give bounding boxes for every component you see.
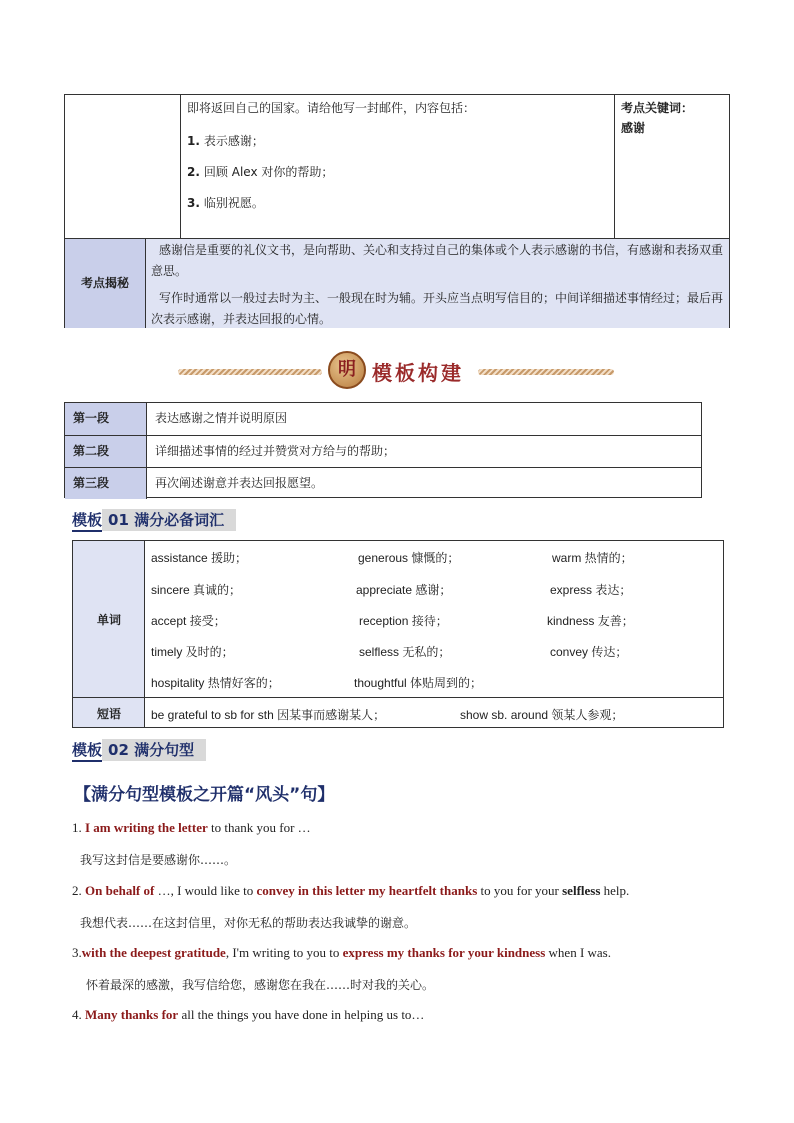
keyword-value: 感谢 (621, 121, 646, 135)
vocab-word: timely 及时的； (151, 645, 234, 659)
reveal-paragraph-2: 写作时通常以一般过去时为主、一般现在时为辅。开头应当点明写信目的；中间详细描述事情经过；最后再次表示感谢，并表达回报的心情。 (151, 291, 724, 326)
paragraph-row (65, 403, 701, 435)
section-header-vocab: 模板 01 满分必备词汇 (72, 509, 236, 530)
reveal-label: 考点揭秘 (80, 276, 129, 290)
vocab-word: generous 慷慨的； (358, 551, 460, 565)
paragraph-text: 表达感谢之情并说明原因 (155, 411, 288, 425)
vocab-word: warm 热情的； (552, 551, 633, 565)
vocab-word: accept 接受； (151, 614, 226, 628)
banner-left-rule (178, 369, 322, 375)
vocab-word: appreciate 感谢； (356, 583, 452, 597)
paragraph-label: 第二段 (65, 436, 147, 467)
sentence-1-translation: 我写这封信是要感谢你……。 (80, 853, 237, 867)
sentence-3-translation: 怀着最深的感激，我写信给您，感谢您在我在……时对我的关心。 (86, 978, 435, 992)
vocab-word: selfless 无私的； (359, 645, 451, 659)
sentence-2-translation: 我想代表……在这封信里，对你无私的帮助表达我诚挚的谢意。 (80, 916, 417, 930)
vocab-word: reception 接待； (359, 614, 448, 628)
sentence-4: 4. Many thanks for all the things you have done in helping us to… (72, 1007, 425, 1022)
paragraph-structure-table (64, 402, 702, 498)
vocab-phrase: show sb. around 领某人参观； (460, 708, 624, 722)
sentences-title: 【满分句型模板之开篇“风头”句】 (74, 785, 335, 805)
paragraph-label: 第一段 (65, 403, 147, 435)
vocab-word: convey 传达； (550, 645, 628, 659)
template-banner (178, 350, 614, 392)
reveal-paragraph-1: 感谢信是重要的礼仪文书，是向帮助、关心和支持过自己的集体或个人表示感谢的书信，有感谢和表扬双重意思。 (151, 243, 724, 278)
vocab-word: kindness 友善； (547, 614, 634, 628)
vocab-phrase: be grateful to sb for sth 因某事而感谢某人； (151, 708, 386, 722)
paragraph-label: 第三段 (65, 468, 147, 499)
vocab-phrase-label: 短语 (96, 707, 121, 721)
vocab-table (72, 540, 724, 728)
banner-right-rule (478, 369, 614, 375)
banner-title: 模板构建 (372, 361, 464, 385)
keyword-label: 考点关键词： (621, 101, 694, 115)
vocab-word: express 表达； (550, 583, 632, 597)
paragraph-row (65, 435, 701, 467)
sentence-3: 3.with the deepest gratitude, I'm writing to you to express my thanks for your kindness when I was. (72, 945, 611, 960)
vocab-word: sincere 真诚的； (151, 583, 242, 597)
task-point-2: 2. 回顾 Alex 对你的帮助； (187, 165, 334, 179)
sentence-1: 1. I am writing the letter to thank you for … (72, 820, 311, 835)
sentence-2: 2. On behalf of …, I would like to convey in this letter my heartfelt thanks to you for your selfless help. (72, 883, 630, 898)
vocab-word: thoughtful 体贴周到的； (354, 676, 483, 690)
task-intro: 即将返回自己的国家。请给他写一封邮件，内容包括： (187, 101, 476, 115)
vocab-word: assistance 援助； (151, 551, 248, 565)
task-table (64, 94, 730, 328)
section-header-sentences: 模板 02 满分句型 (72, 739, 206, 760)
paragraph-text: 再次阐述谢意并表达回报愿望。 (155, 476, 324, 490)
paragraph-text: 详细描述事情的经过并赞赏对方给与的帮助； (155, 444, 396, 458)
task-point-3: 3. 临别祝愿。 (187, 196, 264, 210)
banner-badge-icon: 明 (328, 351, 366, 389)
vocab-word-label: 单词 (96, 613, 121, 627)
paragraph-row (65, 467, 701, 499)
vocab-word: hospitality 热情好客的； (151, 676, 280, 690)
task-point-1: 1. 表示感谢； (187, 134, 264, 148)
